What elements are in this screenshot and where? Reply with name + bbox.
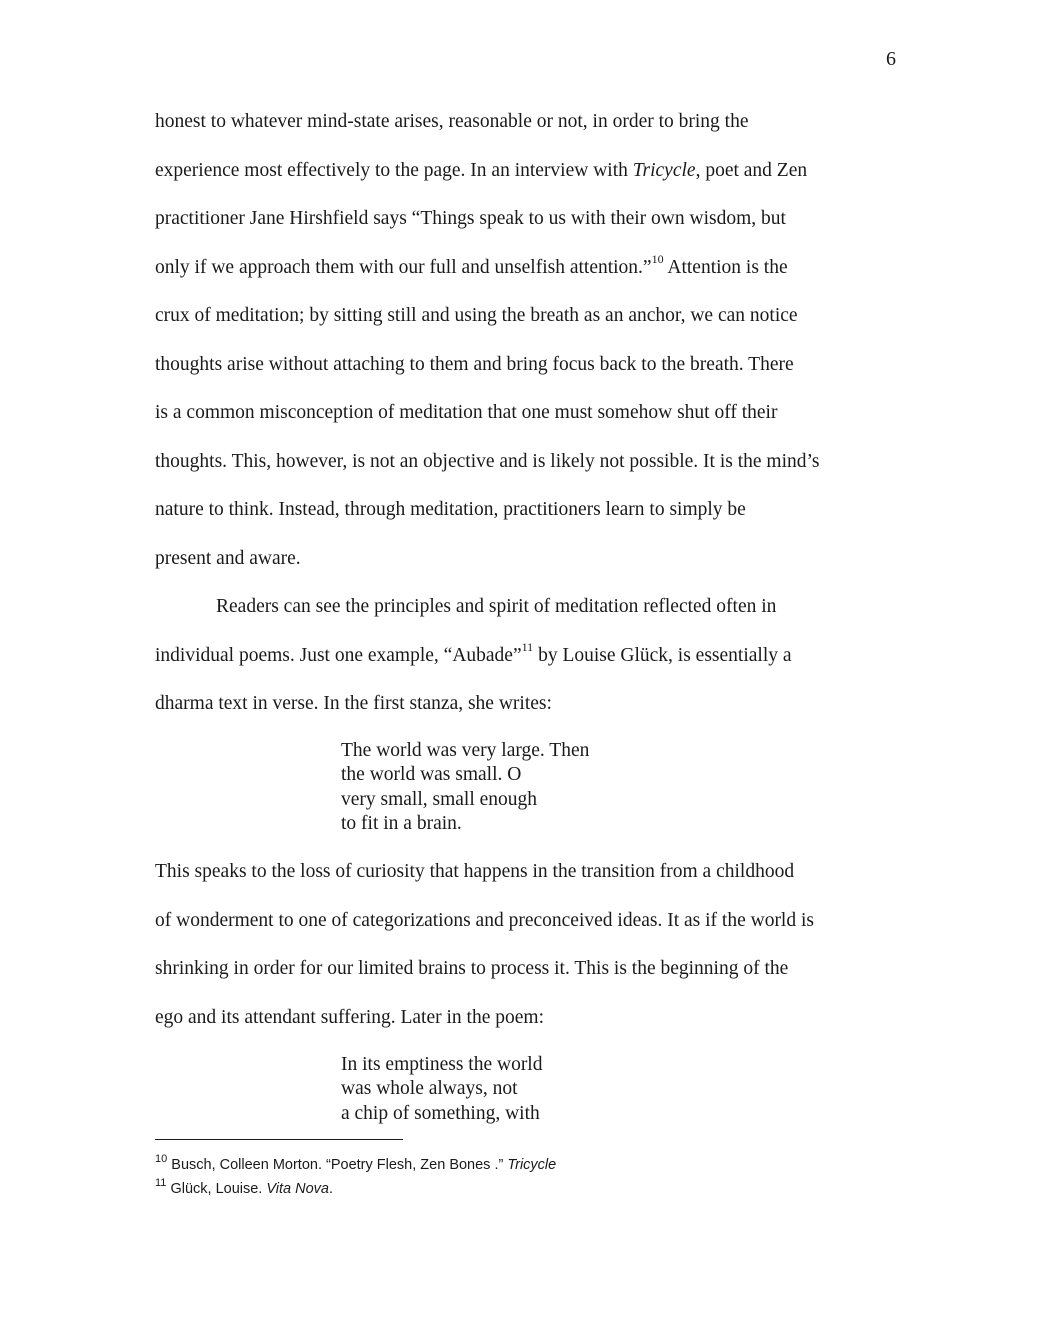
verse-line: The world was very large. Then: [341, 740, 590, 761]
footnote-ref-10[interactable]: 10: [651, 252, 664, 266]
text-line: nature to think. Instead, through meditation, practitioners learn to simply be: [155, 499, 746, 520]
text-line: thoughts. This, however, is not an objective and is likely not possible. It is the mind’s: [155, 450, 820, 472]
text-line: of wonderment to one of categorizations and preconceived ideas. It as if the world is: [155, 909, 814, 931]
text-line: individual poems. Just one example, “Aubade”$^{11}$ by Louise Glück, is essentially a: [155, 640, 792, 666]
verse-quote-1: [341, 739, 589, 836]
footnote-11: $^{11}$ Glück, Louise. Vita Nova.: [155, 1177, 333, 1197]
text-line: honest to whatever mind-state arises, reasonable or not, in order to bring the: [155, 111, 749, 132]
verse-line: was whole always, not: [341, 1078, 518, 1100]
verse-line: very small, small enough: [341, 788, 538, 810]
footnote-separator: [155, 1139, 403, 1140]
text-line: experience most effectively to the page. In an interview with Tricycle, poet and Zen: [155, 159, 808, 181]
text-line: ego and its attendant suffering. Later in the poem:: [155, 1006, 544, 1028]
text-line: is a common misconception of meditation that one must somehow shut off their: [155, 402, 778, 423]
page-number: 6: [886, 48, 896, 70]
text-line: present and aware.: [155, 547, 301, 569]
verse-line: a chip of something, with: [341, 1102, 540, 1124]
text-line: practitioner Jane Hirshfield says “Things speak to us with their own wisdom, but: [155, 208, 786, 229]
footnote-10: $^{10}$ Busch, Colleen Morton. “Poetry Flesh, Zen Bones .” Tricycle: [155, 1153, 557, 1173]
text-line: Readers can see the principles and spirit of meditation reflected often in: [216, 596, 777, 617]
verse-line: the world was small. O: [341, 764, 522, 786]
text-line: This speaks to the loss of curiosity that happens in the transition from a childhood: [155, 861, 795, 882]
text-line: shrinking in order for our limited brains to process it. This is the beginning of the: [155, 958, 789, 979]
footnote-marker: 10: [155, 1153, 168, 1166]
text-line: only if we approach them with our full and unselfish attention.”$^{10}$ Attention is the: [155, 252, 788, 278]
footnote-ref-11[interactable]: 11: [521, 640, 534, 654]
verse-quote-2: [341, 1053, 542, 1126]
body-paragraph-2: [155, 583, 900, 729]
text-line: dharma text in verse. In the first stanza, she writes:: [155, 693, 552, 714]
verse-line: to fit in a brain.: [341, 812, 462, 834]
text-line: thoughts arise without attaching to them and bring focus back to the breath. There: [155, 353, 794, 375]
body-paragraph-1: [155, 98, 900, 583]
text-line: crux of meditation; by sitting still and using the breath as an anchor, we can notice: [155, 305, 798, 326]
journal-title-tricycle: Tricycle: [632, 159, 696, 181]
footnote-marker: 11: [155, 1177, 167, 1190]
verse-line: In its emptiness the world: [341, 1054, 543, 1075]
body-paragraph-3: [155, 848, 900, 1042]
